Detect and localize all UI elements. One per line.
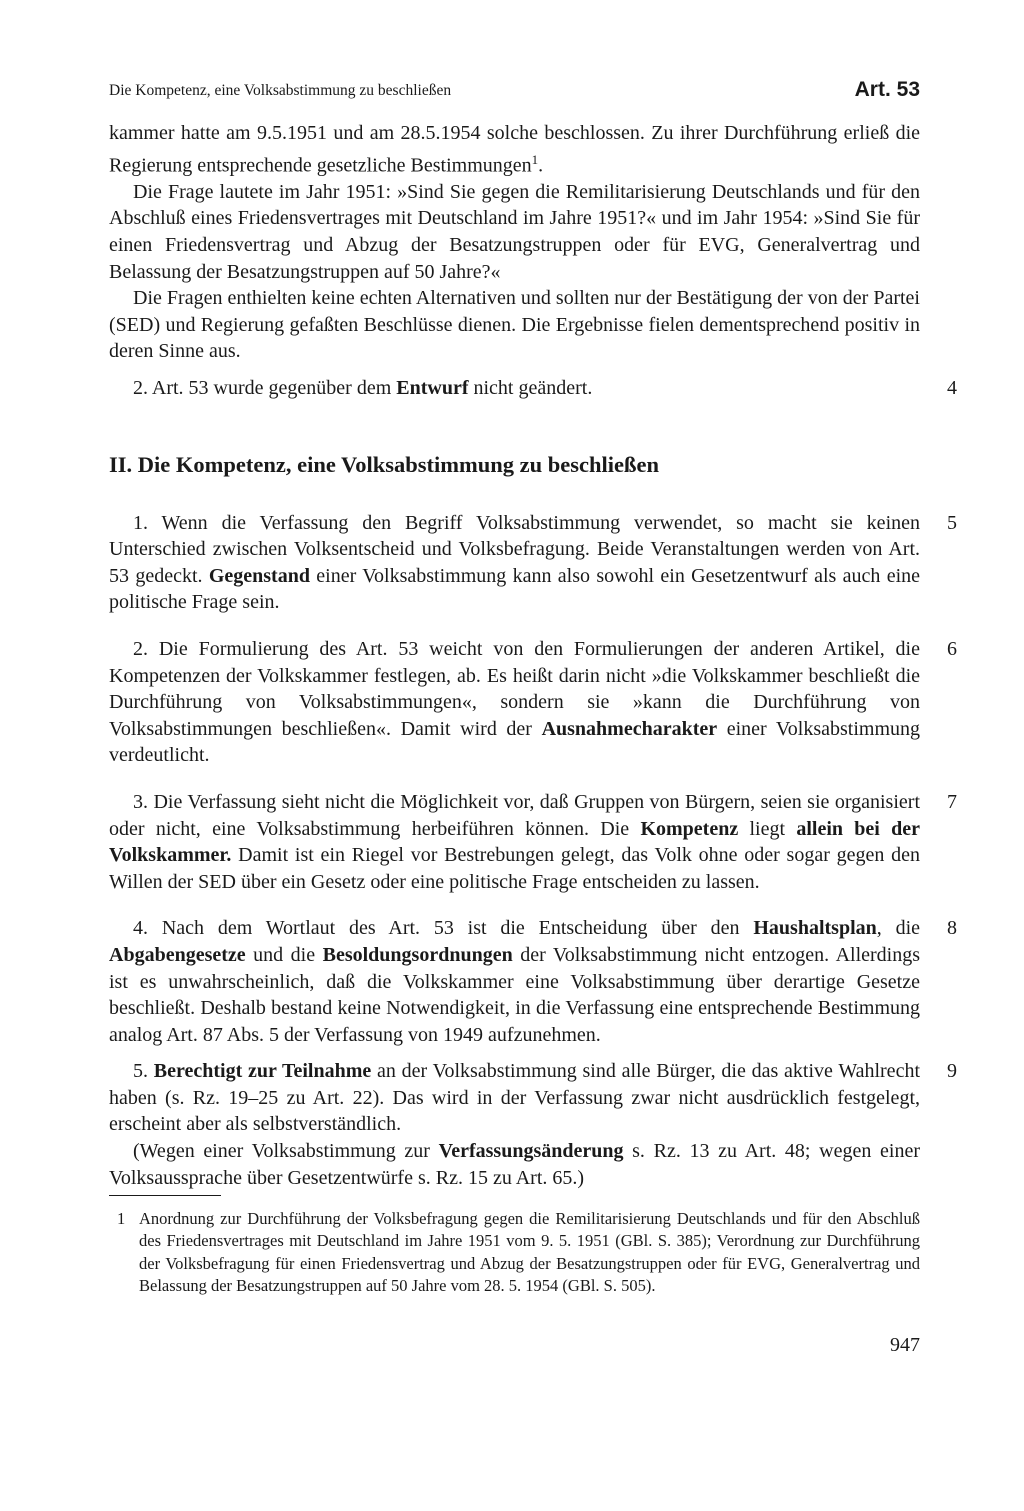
footnote (109, 1208, 920, 1298)
paragraph-alternatives: Die Fragen enthielten keine echten Alternativen und sollten nur der Bestätigung der von der Partei (SED) und Regierung gefaßten Beschlüsse dienen. Die Ergebnisse fielen dementsprechend positiv in deren Sinne aus. (109, 287, 920, 363)
paragraph-4: 4. Nach dem Wortlaut des Art. 53 ist die Entscheidung über den Haushaltsplan, die Abgabengesetze und die Besoldungsordnungen der Volksabstimmung nicht entzogen. Allerdings ist es unwahrscheinlich, daß die Volkskammer eine Volksabstimmung über derartige Gesetze beschließt. Deshalb bestand keine Notwendigkeit, in die Verfassung eine entsprechende Bestimmung analog Art. 87 Abs. 5 der Verfassung von 1949 aufzunehmen. 8 (109, 915, 920, 1048)
footnote-number: 1 (117, 1209, 126, 1228)
margin-number: 9 (947, 1060, 957, 1083)
page-number: 947 (890, 1334, 920, 1356)
paragraph-questions: Die Frage lautete im Jahr 1951: »Sind Sie gegen die Remilitarisierung Deutschlands und für den Abschluß eines Friedensvertrages mit Deutschland im Jahre 1951?« und im Jahr 1954: »Sind Sie für einen Friedensvertrag und Abzug der Besatzungstruppen oder für EVG, Generalvertrag und Belassung der Besatzungstruppen auf 50 Jahre?« (109, 180, 920, 283)
body-text (109, 120, 957, 1191)
paragraph-1: 1. Wenn die Verfassung den Begriff Volksabstimmung verwendet, so macht sie keinen Unterschied zwischen Volksentscheid und Volksbefragung. Beide Veranstaltungen werden von Art. 53 gedeckt. Gegenstand einer Volksabstimmung kann also sowohl ein Gesetzentwurf als auch eine politische Frage sein. 5 (109, 510, 920, 616)
paragraph-cross-reference: (Wegen einer Volksabstimmung zur Verfassungsänderung s. Rz. 13 zu Art. 48; wegen einer Volksaussprache über Gesetzentwürfe s. Rz. 15 zu Art. 65.) (109, 1140, 920, 1189)
paragraph-draft: 2. Art. 53 wurde gegenüber dem Entwurf nicht geändert. 4 (109, 375, 920, 402)
section-heading: II. Die Kompetenz, eine Volksabstimmung zu beschließen (109, 451, 660, 477)
margin-number: 8 (947, 917, 957, 940)
footnote-text: Anordnung zur Durchführung der Volksbefragung gegen die Remilitarisierung Deutschlands und für den Abschluß des Friedensvertrages mit Deutschland im Jahre 1951 vom 9. 5. 1951 (GBl. S. 385); Verordnung zur Durchführung der Volksbefragung für einen Friedensvertrag und Abzug der Besatzungstruppen oder für EVG, Generalvertrag und Belassung der Besatzungstruppen auf 50 Jahre vom 28. 5. 1954 (GBl. S. 505). (139, 1209, 920, 1296)
article-label: Art. 53 (854, 78, 920, 101)
footnote-reference[interactable]: 1 (531, 151, 539, 167)
paragraph-2: 2. Die Formulierung des Art. 53 weicht von den Formulierungen der anderen Artikel, die Kompetenzen der Volkskammer festlegen, ab. Es heißt darin nicht »die Volkskammer beschließt die Durchführung von Volksabstimmungen«, sondern sie »kann die Durchführung von Volksabstimmungen beschließen«. Damit wird der Ausnahmecharakter einer Volksabstimmung verdeutlicht. 6 (109, 636, 920, 769)
footnote-separator (109, 1195, 221, 1196)
paragraph-continuation: kammer hatte am 9.5.1951 und am 28.5.1954 solche beschlossen. Zu ihrer Durchführung erließ die Regierung entsprechende gesetzliche Bestimmungen$^1$. (109, 122, 920, 177)
margin-number: 7 (947, 790, 957, 813)
running-header (109, 78, 920, 106)
margin-number: 4 (947, 377, 957, 399)
paragraph-5: 5. Berechtigt zur Teilnahme an der Volksabstimmung sind alle Bürger, die das aktive Wahlrecht haben (s. Rz. 19–25 zu Art. 22). Das wird in der Verfassung zwar nicht ausdrücklich festgelegt, erscheint aber als selbstverständlich. 9 (109, 1058, 920, 1138)
margin-number: 5 (947, 511, 957, 534)
running-title: Die Kompetenz, eine Volksabstimmung zu beschließen (109, 82, 452, 99)
paragraph-3: 3. Die Verfassung sieht nicht die Möglichkeit vor, daß Gruppen von Bürgern, seien sie organisiert oder nicht, eine Volksabstimmung herbeiführen können. Die Kompetenz liegt allein bei der Volkskammer. Damit ist ein Riegel vor Bestrebungen gelegt, das Volk ohne oder sogar gegen den Willen der SED über ein Gesetz oder eine politische Frage entscheiden zu lassen. 7 (109, 789, 920, 895)
margin-number: 6 (947, 637, 957, 660)
